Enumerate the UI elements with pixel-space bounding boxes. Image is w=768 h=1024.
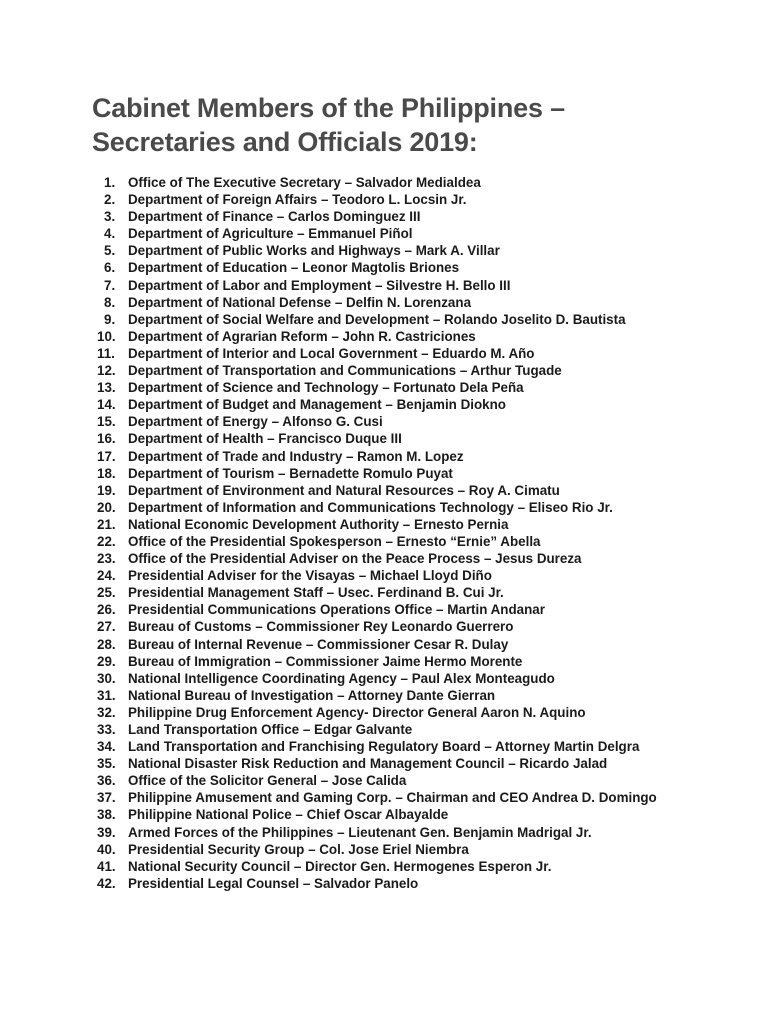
list-item bbox=[97, 858, 697, 875]
list-item bbox=[97, 396, 697, 413]
list-item-number: 12. bbox=[97, 363, 116, 379]
list-item-text: Department of National Defense – Delfin N. Lorenzana bbox=[128, 294, 472, 310]
list-item-number: 8. bbox=[104, 294, 116, 310]
list-item bbox=[97, 448, 697, 465]
list-item bbox=[97, 533, 697, 550]
list-item-number: 33. bbox=[97, 722, 116, 737]
list-item-number: 6. bbox=[104, 260, 116, 276]
list-item-number: 20. bbox=[97, 499, 116, 515]
list-item-number: 16. bbox=[97, 431, 116, 447]
list-item bbox=[97, 841, 697, 858]
list-item bbox=[97, 294, 697, 311]
list-item-number: 41. bbox=[97, 858, 116, 874]
list-item bbox=[97, 687, 697, 704]
list-item-text: Office of the Presidential Adviser on the Peace Process – Jesus Dureza bbox=[128, 551, 582, 567]
list-item-number: 14. bbox=[97, 397, 116, 413]
list-item-number: 1. bbox=[104, 175, 116, 190]
list-item bbox=[97, 311, 697, 328]
list-item bbox=[97, 465, 697, 482]
list-item bbox=[97, 550, 697, 567]
list-item bbox=[97, 482, 697, 499]
list-item-text: Department of Health – Francisco Duque III bbox=[128, 431, 402, 447]
list-item-text: Department of Tourism – Bernadette Romulo Puyat bbox=[128, 465, 453, 481]
list-item-text: Bureau of Internal Revenue – Commissioner Cesar R. Dulay bbox=[128, 636, 509, 652]
list-item bbox=[97, 653, 697, 670]
list-item-text: Bureau of Customs – Commissioner Rey Leonardo Guerrero bbox=[128, 619, 514, 635]
list-item bbox=[97, 875, 697, 892]
list-item-text: Department of Education – Leonor Magtolis Briones bbox=[128, 260, 460, 276]
list-item-number: 18. bbox=[97, 465, 116, 481]
list-item-text: Department of Agriculture – Emmanuel Piñol bbox=[128, 226, 413, 242]
list-item bbox=[97, 345, 697, 362]
list-item-text: National Bureau of Investigation – Attorney Dante Gierran bbox=[128, 687, 496, 703]
cabinet-members-list bbox=[97, 174, 697, 892]
list-item-number: 3. bbox=[104, 209, 116, 225]
list-item-text: Department of Social Welfare and Development – Rolando Joselito D. Bautista bbox=[128, 311, 626, 327]
list-item-number: 42. bbox=[97, 875, 116, 891]
list-item-text: Presidential Legal Counsel – Salvador Panelo bbox=[128, 875, 419, 891]
list-item-number: 29. bbox=[97, 653, 116, 669]
list-item bbox=[97, 208, 697, 225]
list-item-number: 25. bbox=[97, 585, 116, 601]
list-item bbox=[97, 379, 697, 396]
list-item-text: Office of the Presidential Spokesperson – Ernesto “Ernie” Abella bbox=[128, 533, 541, 549]
list-item-number: 38. bbox=[97, 807, 116, 823]
list-item-number: 10. bbox=[97, 328, 116, 344]
list-item bbox=[97, 584, 697, 601]
list-item bbox=[97, 362, 697, 379]
list-item-number: 27. bbox=[97, 619, 116, 635]
list-item bbox=[97, 670, 697, 687]
list-item-number: 4. bbox=[104, 226, 116, 242]
list-item-text: Department of Agrarian Reform – John R. Castriciones bbox=[128, 328, 476, 344]
list-item-number: 7. bbox=[104, 277, 116, 293]
list-item bbox=[97, 824, 697, 841]
list-item bbox=[97, 242, 697, 259]
list-item-text: Office of The Executive Secretary – Salvador Medialdea bbox=[128, 175, 481, 190]
list-item-text: National Economic Development Authority – Ernesto Pernia bbox=[128, 516, 509, 532]
list-item bbox=[97, 567, 697, 584]
list-item-text: National Intelligence Coordinating Agency – Paul Alex Monteagudo bbox=[128, 670, 555, 686]
list-item-text: Department of Transportation and Communications – Arthur Tugade bbox=[128, 363, 562, 379]
list-item-number: 36. bbox=[97, 773, 116, 789]
list-item-number: 15. bbox=[97, 414, 116, 430]
list-item-text: Department of Finance – Carlos Dominguez III bbox=[128, 209, 421, 225]
list-item bbox=[97, 191, 697, 208]
list-item-text: National Security Council – Director Gen. Hermogenes Esperon Jr. bbox=[128, 858, 552, 874]
list-item-number: 28. bbox=[97, 636, 116, 652]
list-item-text: Department of Science and Technology – Fortunato Dela Peña bbox=[128, 380, 524, 396]
list-item-number: 2. bbox=[104, 192, 116, 208]
list-item-number: 37. bbox=[97, 790, 116, 806]
list-item bbox=[97, 618, 697, 635]
list-item bbox=[97, 755, 697, 772]
list-item-number: 19. bbox=[97, 482, 116, 498]
list-item-number: 22. bbox=[97, 533, 116, 549]
list-item bbox=[97, 636, 697, 653]
list-item-text: Bureau of Immigration – Commissioner Jaime Hermo Morente bbox=[128, 653, 523, 669]
title-line: Cabinet Members of the Philippines – bbox=[92, 93, 565, 123]
list-item bbox=[97, 328, 697, 345]
list-item-text: Philippine Drug Enforcement Agency- Director General Aaron N. Aquino bbox=[128, 704, 586, 720]
list-item bbox=[97, 789, 697, 806]
list-item-text: Presidential Communications Operations Office – Martin Andanar bbox=[128, 602, 545, 618]
list-item bbox=[97, 516, 697, 533]
list-item-number: 40. bbox=[97, 841, 116, 857]
list-item bbox=[97, 499, 697, 516]
list-item-text: Department of Public Works and Highways – Mark A. Villar bbox=[128, 243, 500, 259]
list-item-number: 39. bbox=[97, 824, 116, 840]
list-item-text: National Disaster Risk Reduction and Management Council – Ricardo Jalad bbox=[128, 756, 608, 772]
list-item-number: 21. bbox=[97, 516, 116, 532]
list-item-number: 9. bbox=[104, 311, 116, 327]
list-item-text: Land Transportation Office – Edgar Galvante bbox=[128, 722, 413, 737]
list-item-text: Philippine National Police – Chief Oscar Albayalde bbox=[128, 807, 449, 823]
list-item-number: 13. bbox=[97, 380, 116, 396]
list-item-number: 26. bbox=[97, 602, 116, 618]
list-item-text: Department of Budget and Management – Benjamin Diokno bbox=[128, 397, 506, 413]
list-item bbox=[97, 174, 697, 191]
list-item-text: Philippine Amusement and Gaming Corp. – Chairman and CEO Andrea D. Domingo bbox=[128, 790, 657, 806]
list-item-number: 31. bbox=[97, 687, 116, 703]
list-item-text: Department of Foreign Affairs – Teodoro L. Locsin Jr. bbox=[128, 192, 467, 208]
list-item-number: 32. bbox=[97, 704, 116, 720]
list-item-text: Department of Environment and Natural Resources – Roy A. Cimatu bbox=[128, 482, 560, 498]
list-item bbox=[97, 413, 697, 430]
list-item bbox=[97, 277, 697, 294]
list-item-text: Armed Forces of the Philippines – Lieutenant Gen. Benjamin Madrigal Jr. bbox=[128, 824, 592, 840]
list-item bbox=[97, 430, 697, 447]
list-item-text: Presidential Security Group – Col. Jose Eriel Niembra bbox=[128, 841, 469, 857]
list-item-text: Department of Interior and Local Government – Eduardo M. Año bbox=[128, 345, 535, 361]
list-item-text: Department of Trade and Industry – Ramon M. Lopez bbox=[128, 448, 464, 464]
list-item bbox=[97, 259, 697, 276]
list-item-number: 23. bbox=[97, 551, 116, 567]
list-item bbox=[97, 721, 697, 738]
page-title bbox=[92, 91, 732, 159]
list-item-number: 17. bbox=[97, 448, 116, 464]
list-item-text: Department of Energy – Alfonso G. Cusi bbox=[128, 414, 383, 430]
list-item-text: Land Transportation and Franchising Regulatory Board – Attorney Martin Delgra bbox=[128, 739, 640, 755]
list-item-number: 30. bbox=[97, 670, 116, 686]
list-item-number: 34. bbox=[97, 739, 116, 755]
list-item bbox=[97, 601, 697, 618]
list-item-number: 11. bbox=[97, 345, 115, 361]
list-item-number: 24. bbox=[97, 568, 116, 584]
title-line: Secretaries and Officials 2019: bbox=[92, 127, 478, 157]
list-item-text: Department of Labor and Employment – Silvestre H. Bello III bbox=[128, 277, 511, 293]
list-item-text: Presidential Adviser for the Visayas – Michael Lloyd Diño bbox=[128, 568, 492, 584]
list-item bbox=[97, 738, 697, 755]
list-item-text: Presidential Management Staff – Usec. Ferdinand B. Cui Jr. bbox=[128, 585, 504, 601]
list-item-number: 5. bbox=[104, 243, 116, 259]
list-item bbox=[97, 772, 697, 789]
list-item-number: 35. bbox=[97, 756, 116, 772]
list-item-text: Office of the Solicitor General – Jose Calida bbox=[128, 773, 407, 789]
list-item bbox=[97, 225, 697, 242]
list-item-text: Department of Information and Communications Technology – Eliseo Rio Jr. bbox=[128, 499, 613, 515]
list-item bbox=[97, 806, 697, 823]
list-item bbox=[97, 704, 697, 721]
